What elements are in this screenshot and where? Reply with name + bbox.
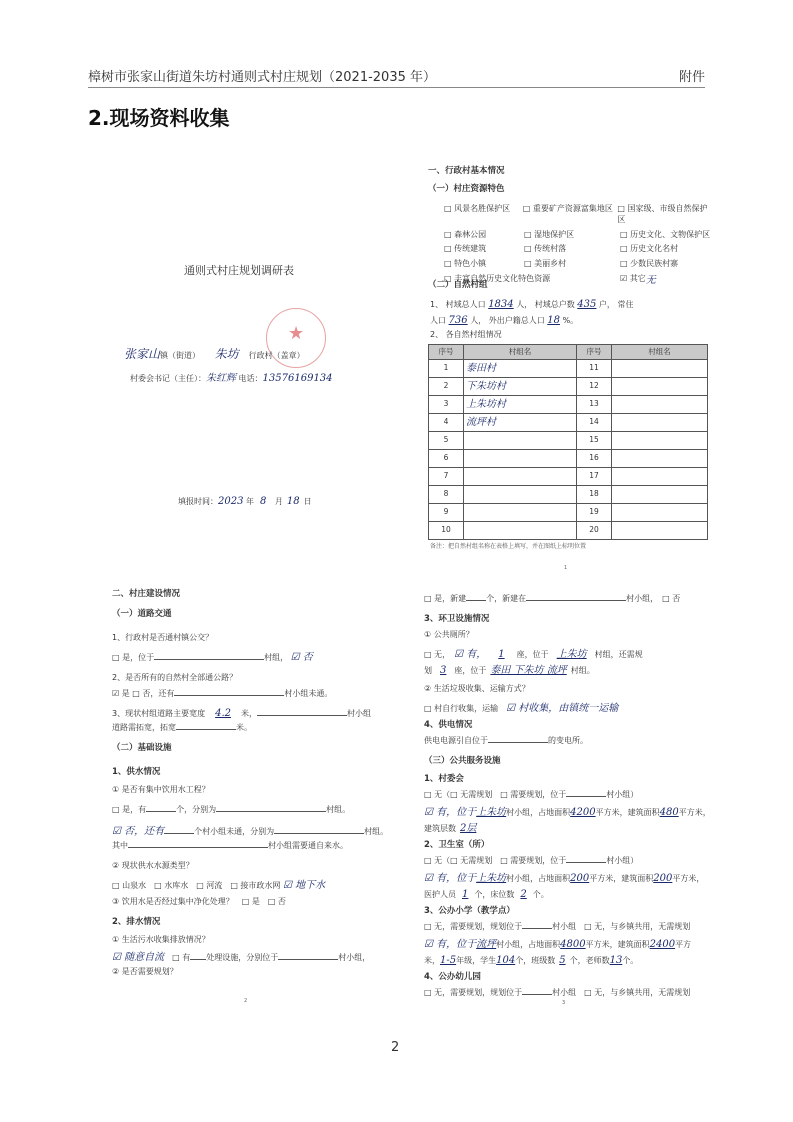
table-row bbox=[429, 504, 708, 522]
p1-subheading-villages: （二）自然村组 bbox=[428, 280, 488, 290]
survey-page-3 bbox=[424, 594, 714, 997]
row-name-2 bbox=[612, 360, 708, 378]
committee-none: □ 无（□ 无需规划 □ 需要规划，位于 村小组） bbox=[424, 790, 639, 799]
table-row bbox=[429, 522, 708, 540]
q-sewage: ① 生活污水收集排放情况？ bbox=[112, 935, 210, 944]
table-row bbox=[429, 414, 708, 432]
village-list-label: 2、 各自然村组情况 bbox=[430, 330, 502, 339]
row-name: 下朱坊村 bbox=[464, 378, 577, 396]
col-name-2: 村组名 bbox=[612, 345, 708, 360]
row-name: 上朱坊村 bbox=[464, 396, 577, 414]
row-no-2: 20 bbox=[577, 522, 612, 540]
row-no-2: 12 bbox=[577, 378, 612, 396]
feature-checkbox-grid bbox=[444, 204, 714, 287]
header-divider bbox=[88, 87, 705, 88]
feature-row: □ 风景名胜保护区 □ 重要矿产资源富集地区 □ 国家级、市级自然保护区 bbox=[444, 204, 708, 224]
row-name bbox=[464, 486, 577, 504]
school-heading: 3、公办小学（教学点） bbox=[424, 906, 515, 916]
q-water-treatment: ③ 饮用水是否经过集中净化处理？ □ 是 □ 否 bbox=[112, 897, 286, 906]
row-no: 6 bbox=[429, 450, 464, 468]
population-line-1: 1、 村域总人口 1834 人， 村域总户数 435 户， 常住 bbox=[430, 299, 634, 310]
row-name bbox=[464, 504, 577, 522]
table-row bbox=[429, 378, 708, 396]
row-no-2: 15 bbox=[577, 432, 612, 450]
row-name-2 bbox=[612, 432, 708, 450]
row-no: 3 bbox=[429, 396, 464, 414]
seal-star-icon: ★ bbox=[288, 323, 305, 344]
power-heading: 4、供电情况 bbox=[424, 720, 473, 730]
clinic-heading: 2、卫生室（所） bbox=[424, 840, 490, 850]
col-name: 村组名 bbox=[464, 345, 577, 360]
q-bus: 1、行政村是否通村镇公交？ bbox=[112, 633, 214, 642]
document-header-title: 樟树市张家山街道朱坊村通则式村庄规划（2021-2035 年） bbox=[88, 70, 436, 85]
table-header-row bbox=[429, 345, 708, 360]
q-road: 2、是否所有的自然村全部通公路？ bbox=[112, 673, 238, 682]
row-no: 2 bbox=[429, 378, 464, 396]
public-service-heading: （三）公共服务设施 bbox=[424, 756, 501, 766]
row-no-2: 18 bbox=[577, 486, 612, 504]
row-name bbox=[464, 450, 577, 468]
q-road-widen: 道路需拓宽，拓宽 米。 bbox=[112, 723, 252, 732]
clinic-staff: 医护人员 1 个，床位数 2 个。 bbox=[424, 889, 549, 900]
col-no: 序号 bbox=[429, 345, 464, 360]
q-water-source-options: □ 山泉水 □ 水库水 □ 河流 □ 接市政水网 ☑ 地下水 bbox=[112, 880, 326, 891]
p1-heading: 一、行政村基本情况 bbox=[428, 166, 505, 176]
population-line-2: 人口 736 人， 外出户籍总人口 18 %。 bbox=[430, 315, 579, 326]
col-no-2: 序号 bbox=[577, 345, 612, 360]
row-name bbox=[464, 522, 577, 540]
q-toilet-plan: 划 3 座，位于 泰田 下朱坊 流坪 村组。 bbox=[424, 665, 595, 676]
q-central-water-no: ☑ 否，还有 个村小组未通，分别为 村组。 bbox=[112, 826, 389, 837]
sanitation-heading: 3、环卫设施情况 bbox=[424, 614, 490, 624]
row-name-2 bbox=[612, 486, 708, 504]
p2-road-heading: （一）道路交通 bbox=[112, 609, 172, 619]
row-no-2: 14 bbox=[577, 414, 612, 432]
q-central-water-yes: □ 是，有 个，分别为 村组。 bbox=[112, 805, 351, 814]
table-row bbox=[429, 432, 708, 450]
drainage-heading: 2、排水情况 bbox=[112, 917, 161, 927]
row-name-2 bbox=[612, 468, 708, 486]
survey-page-2 bbox=[108, 585, 408, 1005]
row-no-2: 11 bbox=[577, 360, 612, 378]
q-power: 供电电源引自位于 的变电所。 bbox=[424, 736, 588, 745]
page-mark-3: 3 bbox=[562, 1000, 566, 1006]
section-title: 2.现场资料收集 bbox=[88, 106, 230, 130]
q-road-answer: ☑ 是 □ 否，还有 村小组未通。 bbox=[112, 689, 333, 698]
table-row bbox=[429, 360, 708, 378]
school-has: ☑ 有，位于流坪村小组，占地面积4800平方米，建筑面积2400平方 bbox=[424, 939, 692, 950]
q-garbage: ② 生活垃圾收集、运输方式？ bbox=[424, 684, 530, 693]
table-note: 备注：把自然村组名称在表格上填写，并在图纸上标明位置 bbox=[430, 543, 587, 550]
drain-plan-answer: □ 是，新建 个，新建在 村小组， □ 否 bbox=[424, 594, 681, 603]
q-toilet: ① 公共厕所？ bbox=[424, 630, 474, 639]
row-name bbox=[464, 432, 577, 450]
clinic-has: ☑ 有，位于上朱坊村小组，占地面积200平方米，建筑面积200平方米， bbox=[424, 873, 705, 884]
q-garbage-answer: □ 村自行收集，运输 ☑ 村收集，由镇统一运输 bbox=[424, 703, 619, 714]
survey-page-1 bbox=[424, 160, 714, 580]
row-no-2: 16 bbox=[577, 450, 612, 468]
cover-secretary-line: 村委会书记（主任）：朱红辉 电话：13576169134 bbox=[130, 373, 333, 384]
row-no: 4 bbox=[429, 414, 464, 432]
row-no-2: 19 bbox=[577, 504, 612, 522]
row-no-2: 17 bbox=[577, 468, 612, 486]
row-no: 9 bbox=[429, 504, 464, 522]
cover-page-scan bbox=[118, 150, 388, 540]
q-sewage-answer: ☑ 随意自流 □ 有 处理设施，分别位于 村小组， bbox=[112, 952, 371, 963]
row-no: 1 bbox=[429, 360, 464, 378]
row-no-2: 13 bbox=[577, 396, 612, 414]
cover-date-line: 填报时间：2023 年 8 月 18 日 bbox=[178, 496, 312, 507]
row-name-2 bbox=[612, 414, 708, 432]
page-mark-1: 1 bbox=[564, 565, 568, 571]
row-name-2 bbox=[612, 504, 708, 522]
row-name-2 bbox=[612, 450, 708, 468]
cover-title: 通则式村庄规划调研表 bbox=[184, 264, 294, 277]
q-toilet-answer: □ 无， ☑ 有， 1 座，位于 上朱坊 村组，还需规 bbox=[424, 649, 643, 660]
q-central-water: ① 是否有集中饮用水工程？ bbox=[112, 785, 210, 794]
row-no: 7 bbox=[429, 468, 464, 486]
document-header-appendix: 附件 bbox=[678, 70, 705, 85]
row-no: 5 bbox=[429, 432, 464, 450]
row-name-2 bbox=[612, 378, 708, 396]
row-name-2 bbox=[612, 522, 708, 540]
committee-floors: 建筑层数 2层 bbox=[424, 823, 477, 834]
table-row bbox=[429, 468, 708, 486]
natural-village-table bbox=[428, 344, 708, 540]
kindergarten-none: □ 无，需要规划，规划位于 村小组 □ 无，与乡镇共用，无需规划 bbox=[424, 988, 691, 997]
row-no: 8 bbox=[429, 486, 464, 504]
table-row bbox=[429, 396, 708, 414]
q-water-source: ② 现状供水水源类型？ bbox=[112, 861, 194, 870]
page-number: 2 bbox=[391, 1040, 400, 1055]
p1-subheading-resources: （一）村庄资源特色 bbox=[428, 184, 505, 194]
q-drain-plan: ② 是否需要规划？ bbox=[112, 967, 178, 976]
table-row bbox=[429, 486, 708, 504]
row-name-2 bbox=[612, 396, 708, 414]
q-bus-answer: □ 是，位于 村组， ☑ 否 bbox=[112, 652, 313, 663]
clinic-none: □ 无（□ 无需规划 □ 需要规划，位于 村小组） bbox=[424, 856, 639, 865]
school-none: □ 无，需要规划，规划位于 村小组 □ 无，与乡镇共用，无需规划 bbox=[424, 922, 691, 931]
committee-heading: 1、村委会 bbox=[424, 774, 464, 784]
water-supply-heading: 1、供水情况 bbox=[112, 767, 161, 777]
row-name: 流坪村 bbox=[464, 414, 577, 432]
school-stats: 米，1-5年级，学生104个，班级数 5 个，老师数13个。 bbox=[424, 955, 639, 966]
cover-town-line: 张家山镇（街道） 朱坊 行政村（盖章） bbox=[124, 347, 305, 361]
feature-row: □ 特色小镇 □ 美丽乡村 □ 少数民族村寨 bbox=[444, 259, 679, 269]
feature-row: □ 丰富自然历史文化特色资源 ☑ 其它 无 bbox=[444, 273, 656, 286]
table-row bbox=[429, 450, 708, 468]
q-central-water-need: 其中 村小组需要通自来水。 bbox=[112, 841, 348, 850]
p2-heading: 二、村庄建设情况 bbox=[112, 589, 181, 599]
p2-infra-heading: （二）基础设施 bbox=[112, 743, 172, 753]
page-mark-2: 2 bbox=[244, 998, 248, 1004]
feature-row: □ 森林公园 □ 湿地保护区 □ 历史文化、文物保护区 bbox=[444, 229, 711, 239]
q-road-width: 3、现状村组道路主要宽度 4.2 米， 村小组 bbox=[112, 708, 371, 719]
committee-has: ☑ 有，位于上朱坊村小组，占地面积4200平方米，建筑面积480平方米， bbox=[424, 807, 711, 818]
row-name: 泰田村 bbox=[464, 360, 577, 378]
row-no: 10 bbox=[429, 522, 464, 540]
row-name bbox=[464, 468, 577, 486]
kindergarten-heading: 4、公办幼儿园 bbox=[424, 972, 481, 982]
feature-row: □ 传统建筑 □ 传统村落 □ 历史文化名村 bbox=[444, 244, 679, 254]
